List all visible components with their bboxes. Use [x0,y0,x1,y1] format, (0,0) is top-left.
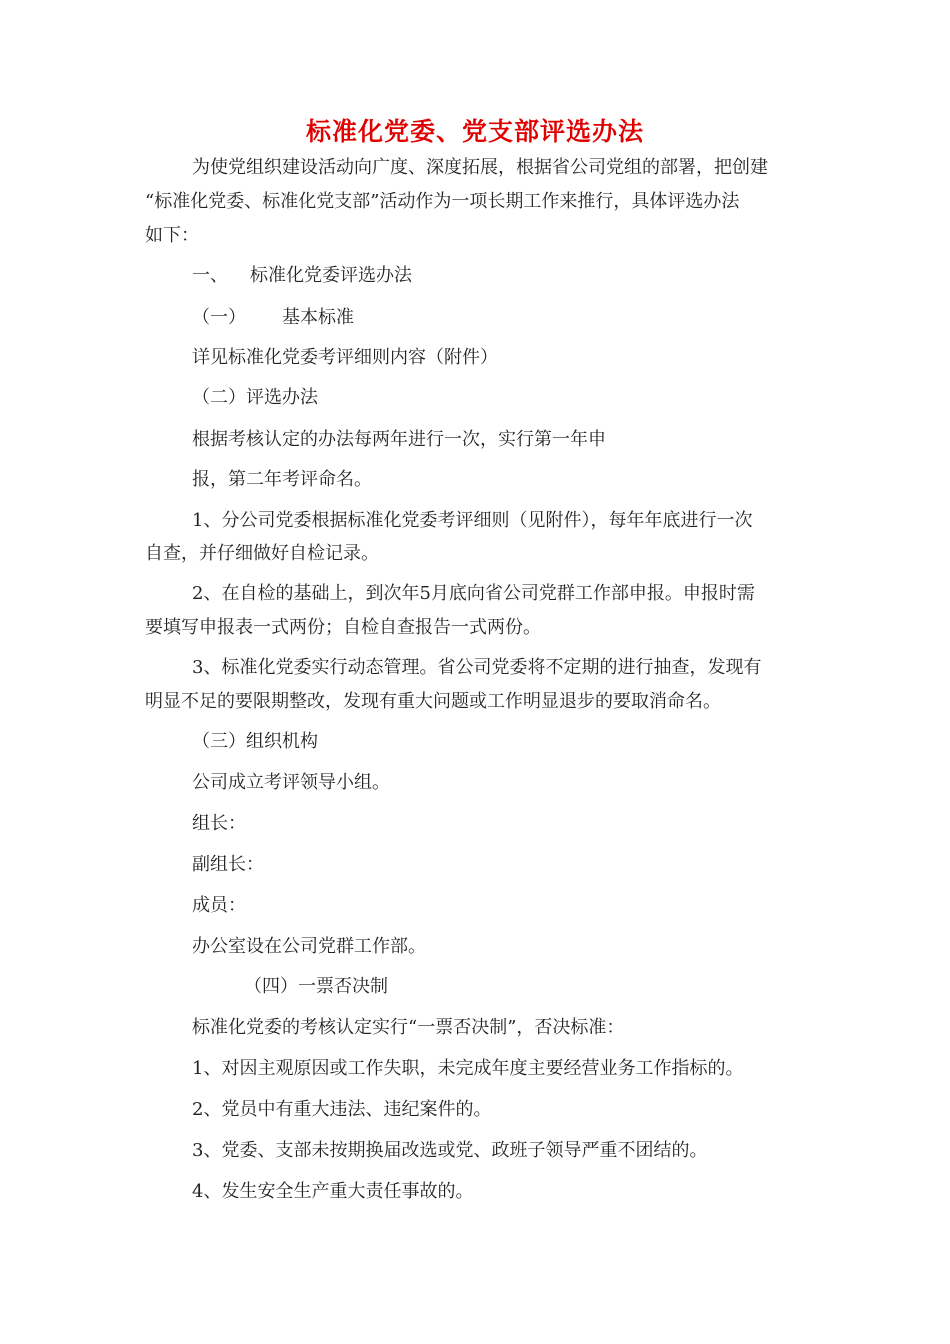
sub1-number: （一） [192,307,246,328]
sub3-heading: （三）组织机构 [192,731,318,752]
intro-line-2: “标准化党委、标准化党支部”活动作为一项长期工作来推行，具体评选办法 [145,191,740,212]
veto-item-1: 1、对因主观原因或工作失职，未完成年度主要经营业务工作指标的。 [192,1058,744,1079]
item2-line-2: 要填写申报表一式两份；自检自查报告一式两份。 [145,617,541,638]
veto-item-2: 2、党员中有重大违法、违纪案件的。 [192,1099,492,1120]
item3-line-2: 明显不足的要限期整改，发现有重大问题或工作明显退步的要取消命名。 [145,691,721,712]
sub1-heading [192,302,852,334]
veto-item-3: 3、党委、支部未按期换届改选或党、政班子领导严重不团结的。 [192,1140,708,1161]
item3-line-1: 3、标准化党委实行动态管理。省公司党委将不定期的进行抽查，发现有 [192,657,762,678]
sub3-line-3: 副组长： [192,854,264,875]
section1-heading [192,260,852,292]
sub2-heading: （二）评选办法 [192,387,318,408]
intro-line-3: 如下： [145,225,199,246]
sub2-body-line-2: 报，第二年考评命名。 [192,469,372,490]
section1-text: 标准化党委评选办法 [250,265,412,286]
intro-line-1: 为使党组织建设活动向广度、深度拓展，根据省公司党组的部署，把创建 [192,157,768,178]
sub2-body-line-1: 根据考核认定的办法每两年进行一次，实行第一年申 [192,429,606,450]
sub1-body: 详见标准化党委考评细则内容（附件） [192,347,498,368]
item1-line-2: 自查，并仔细做好自检记录。 [145,543,379,564]
sub3-line-1: 公司成立考评领导小组。 [192,772,390,793]
section1-number: 一、 [192,265,228,286]
item1-line-1: 1、分公司党委根据标准化党委考评细则（见附件），每年年底进行一次 [192,510,753,531]
sub3-line-2: 组长： [192,813,246,834]
sub4-heading: （四）一票否决制 [244,976,388,997]
veto-item-4: 4、发生安全生产重大责任事故的。 [192,1181,474,1202]
item2-line-1: 2、在自检的基础上，到次年5月底向省公司党群工作部申报。申报时需 [192,583,755,604]
sub4-intro: 标准化党委的考核认定实行“一票否决制”，否决标准： [192,1017,625,1038]
sub1-text: 基本标准 [282,307,354,328]
sub3-line-5: 办公室设在公司党群工作部。 [192,936,426,957]
document-title: 标准化党委、党支部评选办法 [305,117,644,146]
sub3-line-4: 成员： [192,895,246,916]
